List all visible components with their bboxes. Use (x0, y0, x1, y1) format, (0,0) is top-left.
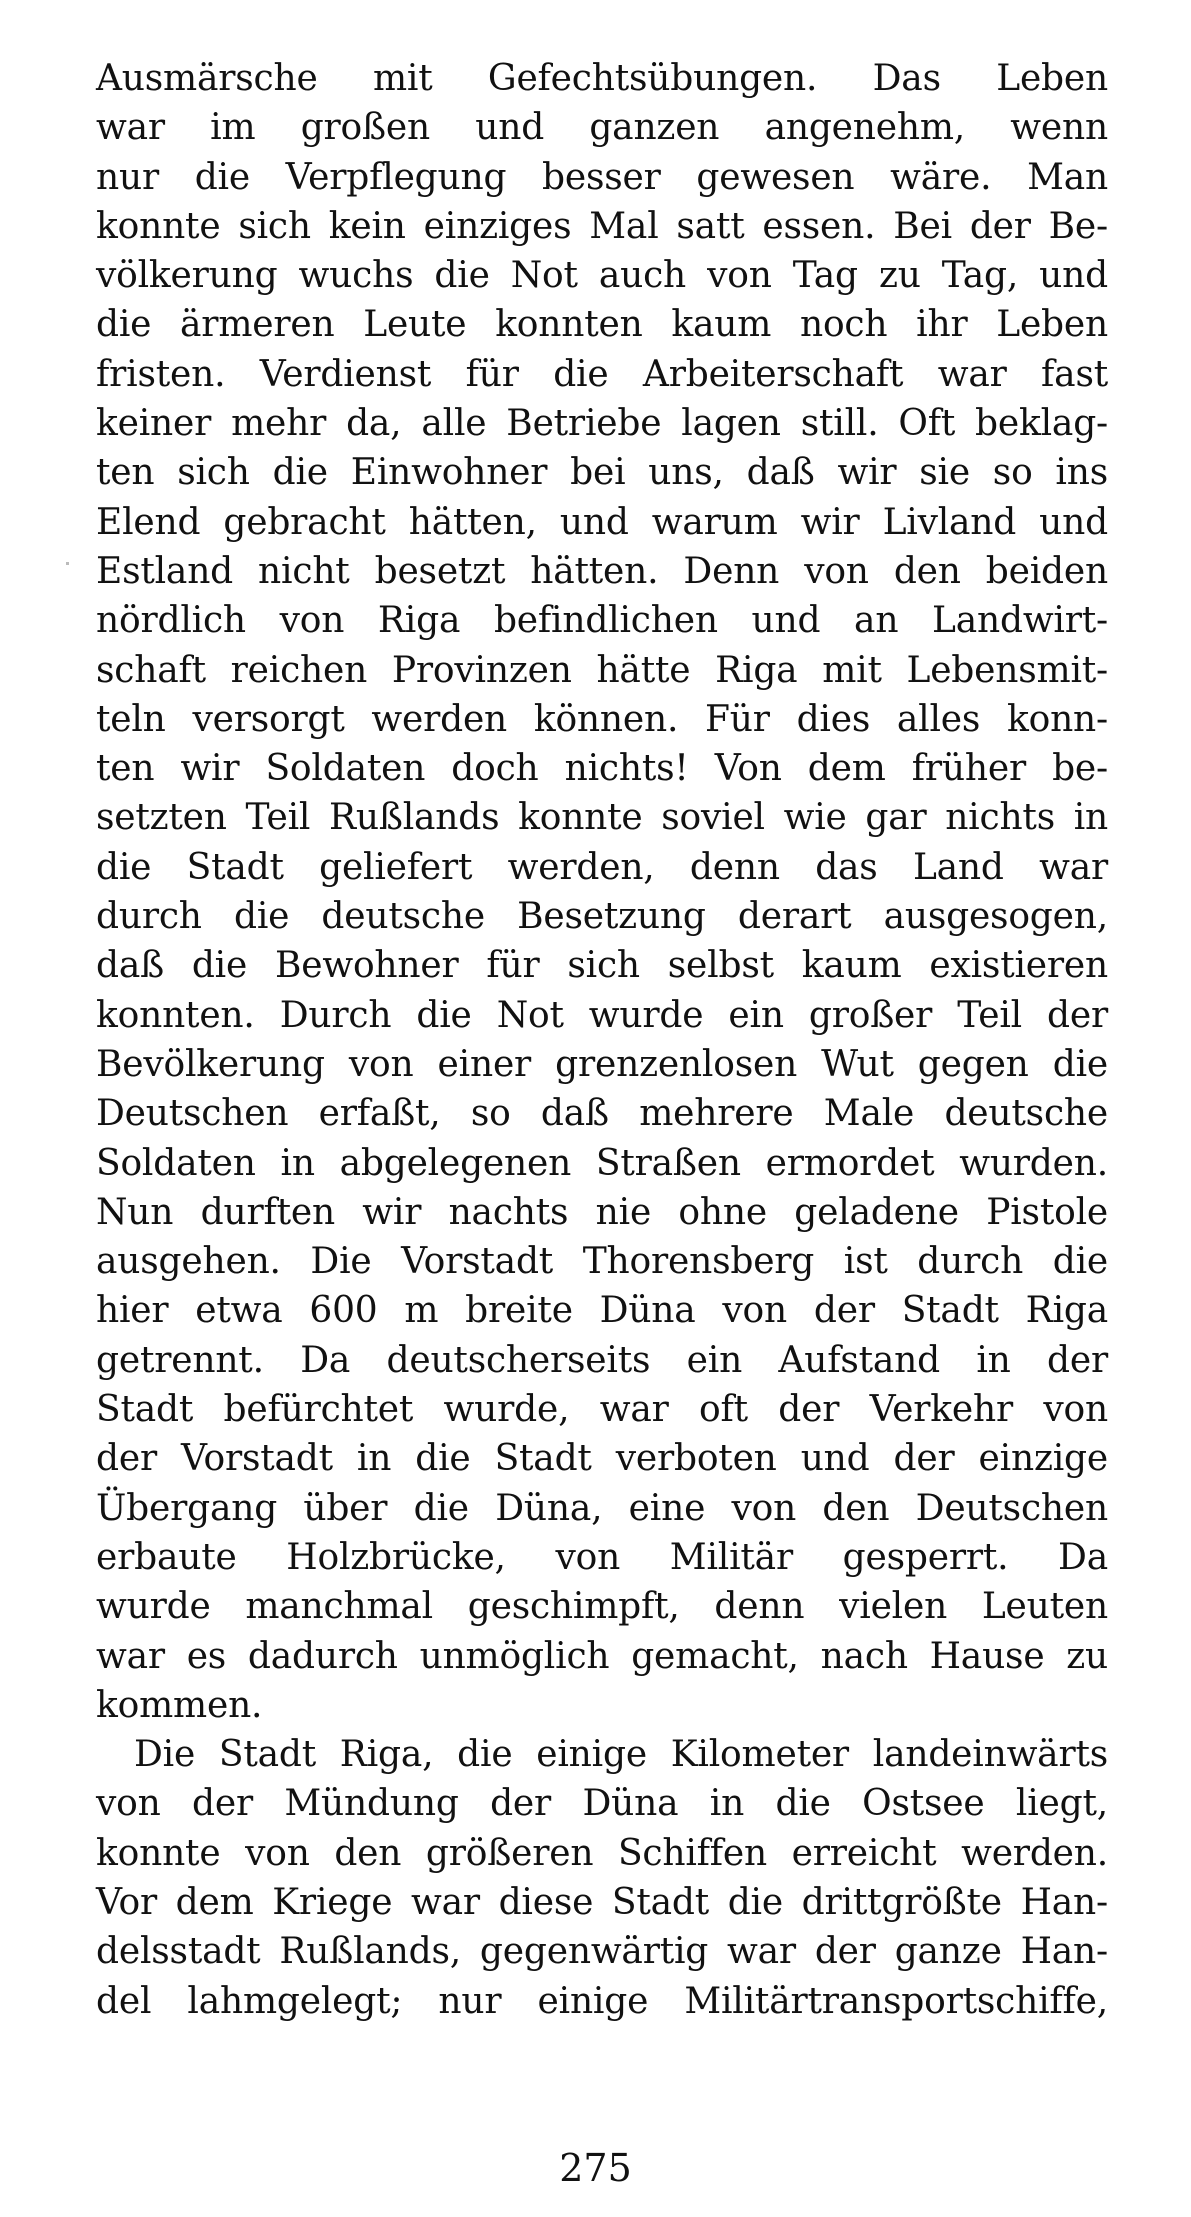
text-line: die Stadt geliefert werden, denn das Land war (96, 846, 1108, 888)
text-line: fristen. Verdienst für die Arbeiterschaft war fast (96, 353, 1108, 395)
paragraph-1 (96, 54, 1108, 1730)
text-line: war es dadurch unmöglich gemacht, nach Hause zu (96, 1635, 1108, 1677)
text-line: Ausmärsche mit Gefechtsübungen. Das Leben (96, 58, 1108, 99)
text-line: der Vorstadt in die Stadt verboten und der einzige (96, 1438, 1108, 1480)
text-line: Soldaten in abgelegenen Straßen ermordet wurden. (96, 1142, 1108, 1184)
text-line: die ärmeren Leute konnten kaum noch ihr Leben (96, 304, 1108, 346)
paragraph-2 (96, 1730, 1108, 2026)
text-line: ten wir Soldaten doch nichts! Von dem früher be- (96, 748, 1108, 790)
text-line: Übergang über die Düna, eine von den Deutschen (96, 1487, 1108, 1529)
text-line: konnte von den größeren Schiffen erreicht werden. (96, 1832, 1108, 1874)
text-line: Estland nicht besetzt hätten. Denn von den beiden (96, 550, 1108, 592)
text-line: kommen. (96, 1684, 263, 1726)
text-line: Stadt befürchtet wurde, war oft der Verkehr von (96, 1389, 1108, 1431)
scan-speck (66, 562, 69, 565)
text-line: getrennt. Da deutscherseits ein Aufstand in der (96, 1339, 1108, 1381)
text-line: Deutschen erfaßt, so daß mehrere Male deutsche (96, 1093, 1108, 1135)
text-line: war im großen und ganzen angenehm, wenn (96, 107, 1108, 149)
text-line: konnten. Durch die Not wurde ein großer Teil der (96, 994, 1108, 1036)
text-line: Elend gebracht hätten, und warum wir Livland und (96, 501, 1108, 543)
text-line: Nun durften wir nachts nie ohne geladene Pistole (96, 1191, 1108, 1233)
text-line: nur die Verpflegung besser gewesen wäre. Man (96, 156, 1108, 198)
text-line: hier etwa 600 m breite Düna von der Stadt Riga (96, 1290, 1108, 1332)
text-line: teln versorgt werden können. Für dies alles konn- (96, 698, 1108, 740)
text-line: daß die Bewohner für sich selbst kaum existieren (96, 945, 1108, 987)
text-line: nördlich von Riga befindlichen und an Landwirt- (96, 600, 1108, 642)
text-line: schaft reichen Provinzen hätte Riga mit Lebensmit- (96, 649, 1108, 691)
text-line: ausgehen. Die Vorstadt Thorensberg ist durch die (96, 1241, 1108, 1283)
text-line: delsstadt Rußlands, gegenwärtig war der ganze Han- (96, 1931, 1108, 1973)
text-line: völkerung wuchs die Not auch von Tag zu Tag, und (96, 255, 1108, 297)
text-line: Vor dem Kriege war diese Stadt die drittgrößte Han- (96, 1881, 1108, 1923)
text-line: Die Stadt Riga, die einige Kilometer landeinwärts (134, 1734, 1108, 1776)
text-line: wurde manchmal geschimpft, denn vielen Leuten (96, 1586, 1108, 1628)
text-line: konnte sich kein einziges Mal satt essen. Bei der Be- (96, 205, 1108, 247)
text-line: erbaute Holzbrücke, von Militär gesperrt. Da (96, 1536, 1108, 1578)
text-line: keiner mehr da, alle Betriebe lagen still. Oft beklag- (96, 403, 1108, 445)
page-number: 275 (559, 2146, 632, 2190)
text-line: Bevölkerung von einer grenzenlosen Wut gegen die (96, 1043, 1108, 1085)
text-line: durch die deutsche Besetzung derart ausgesogen, (96, 896, 1108, 938)
text-line: setzten Teil Rußlands konnte soviel wie gar nichts in (96, 797, 1108, 839)
text-line: del lahmgelegt; nur einige Militärtransportschiffe, (96, 1980, 1108, 2022)
text-line: ten sich die Einwohner bei uns, daß wir sie so ins (96, 452, 1108, 494)
text-line: von der Mündung der Düna in die Ostsee liegt, (96, 1783, 1108, 1825)
body-text (96, 54, 1108, 2026)
